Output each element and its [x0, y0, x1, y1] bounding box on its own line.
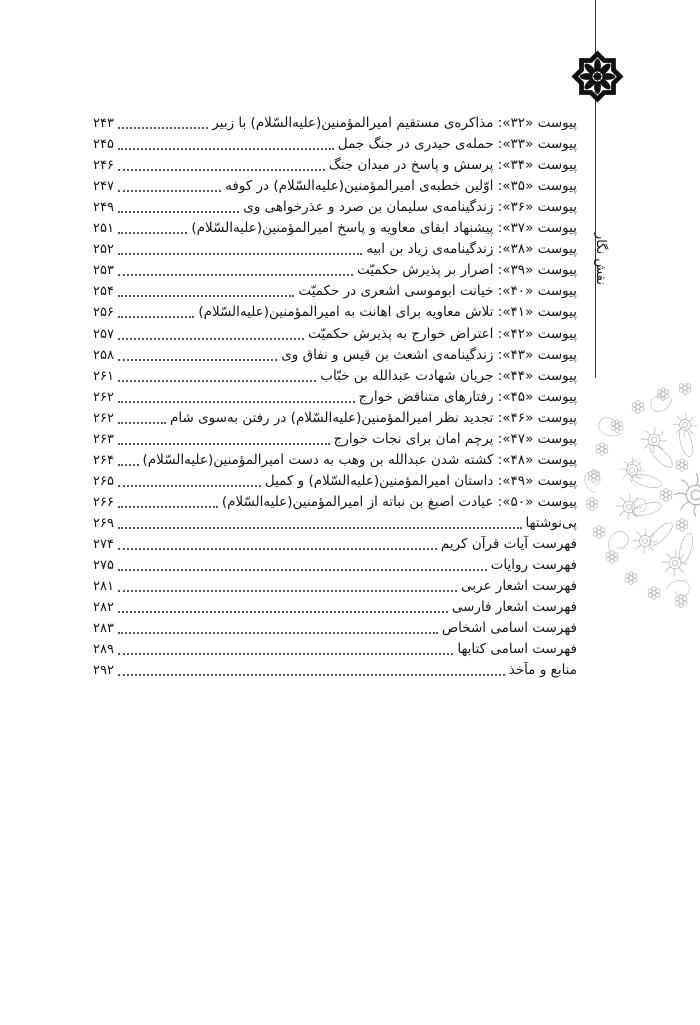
side-running-title: نقش نگار — [593, 233, 608, 285]
toc-entry-page-number: ۲۶۱ — [93, 368, 114, 384]
toc-entry-title: پیوست «۴۶»: تجدید نظر امیرالمؤمنین(علیه‌السّلام) در رفتن به‌سوی شام — [170, 409, 577, 426]
toc-entry-page-number: ۲۵۳ — [93, 263, 114, 279]
toc-entry-page-number: ۲۶۶ — [93, 494, 114, 510]
toc-row — [93, 533, 577, 554]
toc-entry-title: پیوست «۳۵»: اوّلین خطبه‌ی امیرالمؤمنین(علیه‌السّلام) در کوفه — [225, 178, 577, 195]
table-of-contents — [93, 112, 577, 680]
toc-entry-title: فهرست اشعار فارسی — [451, 599, 577, 616]
toc-entry-title: پیوست «۴۹»: داستان امیرالمؤمنین(علیه‌السّلام) و کمیل — [264, 472, 577, 489]
toc-entry-title: فهرست اسامی اشخاص — [441, 620, 577, 637]
toc-entry-page-number: ۲۵۱ — [93, 221, 114, 237]
dot-leader — [118, 464, 139, 466]
toc-entry-title: پیوست «۳۹»: اصرار بر پذیرش حکمیّت — [356, 262, 577, 279]
dot-leader — [118, 590, 457, 592]
toc-entry-title: پیوست «۳۴»: پرسش و پاسخ در میدان جنگ — [328, 157, 577, 174]
toc-entry-title: فهرست اشعار عربی — [461, 578, 577, 595]
dot-leader — [118, 316, 194, 318]
toc-entry-title: پیوست «۴۲»: اعتراض خوارج به پذیرش حکمیّت — [308, 325, 577, 342]
toc-row — [93, 133, 577, 154]
toc-row — [93, 259, 577, 280]
toc-row — [93, 112, 577, 133]
toc-entry-page-number: ۲۸۳ — [93, 621, 114, 637]
toc-row — [93, 554, 577, 575]
dot-leader — [118, 190, 221, 192]
dot-leader — [118, 422, 166, 424]
toc-row — [93, 217, 577, 238]
toc-row — [93, 449, 577, 470]
toc-row — [93, 659, 577, 680]
toc-entry-title: پیوست «۳۲»: مذاکره‌ی مستقیم امیرالمؤمنین(علیه‌السّلام) با زبیر — [212, 115, 577, 132]
dot-leader — [118, 169, 325, 171]
toc-entry-page-number: ۲۷۵ — [93, 558, 114, 574]
dot-leader — [118, 443, 330, 445]
toc-entry-page-number: ۲۶۲ — [93, 410, 114, 426]
dot-leader — [118, 548, 437, 550]
dot-leader — [118, 295, 294, 297]
toc-row — [93, 428, 577, 449]
toc-entry-page-number: ۲۴۹ — [93, 200, 114, 216]
toc-entry-page-number: ۲۵۶ — [93, 305, 114, 321]
star-rosette-icon — [571, 50, 624, 103]
toc-entry-page-number: ۲۴۷ — [93, 179, 114, 195]
dot-leader — [118, 485, 261, 487]
toc-row — [93, 512, 577, 533]
dot-leader — [118, 232, 187, 234]
dot-leader — [118, 674, 505, 676]
dot-leader — [118, 632, 438, 634]
toc-entry-page-number: ۲۸۹ — [93, 642, 114, 658]
toc-row — [93, 154, 577, 175]
toc-entry-title: فهرست اسامی کتابها — [457, 641, 577, 658]
toc-entry-title: پیوست «۴۱»: تلاش معاویه برای اهانت به امیرالمؤمنین(علیه‌السّلام) — [198, 304, 577, 321]
toc-entry-page-number: ۲۸۱ — [93, 579, 114, 595]
dot-leader — [118, 148, 334, 150]
toc-row — [93, 175, 577, 196]
dot-leader — [118, 527, 522, 529]
toc-entry-page-number: ۲۶۲ — [93, 389, 114, 405]
toc-row — [93, 386, 577, 407]
toc-entry-page-number: ۲۵۲ — [93, 242, 114, 258]
dot-leader — [118, 611, 448, 613]
dot-leader — [118, 506, 218, 508]
dot-leader — [118, 253, 362, 255]
toc-row — [93, 344, 577, 365]
dot-leader — [118, 401, 355, 403]
toc-entry-page-number: ۲۶۹ — [93, 515, 114, 531]
toc-entry-title: پیوست «۴۰»: خیانت ابوموسی اشعری در حکمیّت — [298, 283, 577, 300]
toc-entry-title: پیوست «۴۳»: زندگینامه‌ی اشعث بن قیس و نفاق وی — [281, 346, 577, 363]
toc-entry-title: منابع و مآخذ — [508, 662, 577, 679]
toc-entry-page-number: ۲۶۳ — [93, 431, 114, 447]
toc-entry-title: پیوست «۳۸»: زندگینامه‌ی زیاد بن ابیه — [366, 241, 577, 258]
dot-leader — [118, 359, 277, 361]
toc-entry-page-number: ۲۶۵ — [93, 473, 114, 489]
toc-entry-title: پیوست «۴۷»: پرچم امان برای نجات خوارج — [333, 430, 577, 447]
toc-entry-title: پیوست «۳۳»: حمله‌ی حیدری در جنگ جمل — [337, 136, 577, 153]
toc-entry-page-number: ۲۴۵ — [93, 137, 114, 153]
toc-entry-page-number: ۲۷۴ — [93, 536, 114, 552]
dot-leader — [118, 211, 239, 213]
toc-entry-page-number: ۲۴۶ — [93, 158, 114, 174]
dot-leader — [118, 127, 208, 129]
toc-entry-title: پی‌نوشتها — [525, 514, 577, 531]
toc-row — [93, 407, 577, 428]
toc-entry-title: فهرست روایات — [490, 557, 577, 574]
toc-row — [93, 617, 577, 638]
toc-entry-title: فهرست آیات قرآن کریم — [440, 535, 577, 552]
toc-row — [93, 301, 577, 322]
toc-entry-title: پیوست «۵۰»: عیادت اصبغ بن نباته از امیرالمؤمنین(علیه‌السّلام) — [221, 493, 577, 510]
toc-entry-page-number: ۲۸۲ — [93, 600, 114, 616]
toc-entry-page-number: ۲۶۴ — [93, 452, 114, 468]
toc-entry-page-number: ۲۵۷ — [93, 326, 114, 342]
toc-row — [93, 470, 577, 491]
toc-entry-page-number: ۲۵۴ — [93, 284, 114, 300]
toc-row — [93, 280, 577, 301]
toc-row — [93, 596, 577, 617]
toc-entry-title: پیوست «۴۵»: رفتارهای متناقض خوارج — [358, 388, 577, 405]
toc-row — [93, 575, 577, 596]
toc-row — [93, 238, 577, 259]
toc-row — [93, 491, 577, 512]
toc-row — [93, 322, 577, 343]
toc-entry-title: پیوست «۳۶»: زندگینامه‌ی سلیمان بن صرد و عذرخواهی وی — [243, 199, 577, 216]
dot-leader — [118, 380, 316, 382]
toc-entry-title: پیوست «۳۷»: پیشنهاد ابقای معاویه و پاسخ امیرالمؤمنین(علیه‌السّلام) — [191, 220, 577, 237]
dot-leader — [118, 338, 304, 340]
toc-row — [93, 638, 577, 659]
floral-arabesque-ornament — [582, 383, 700, 613]
toc-row — [93, 196, 577, 217]
toc-entry-page-number: ۲۹۲ — [93, 663, 114, 679]
toc-entry-title: پیوست «۴۸»: کشته شدن عبدالله بن وهب به دست امیرالمؤمنین(علیه‌السّلام) — [142, 451, 577, 468]
toc-entry-title: پیوست «۴۴»: جریان شهادت عبدالله بن خبّاب — [320, 367, 577, 384]
toc-row — [93, 365, 577, 386]
dot-leader — [118, 653, 453, 655]
toc-entry-page-number: ۲۵۸ — [93, 347, 114, 363]
toc-entry-page-number: ۲۴۳ — [93, 116, 114, 132]
dot-leader — [118, 569, 487, 571]
dot-leader — [118, 274, 353, 276]
